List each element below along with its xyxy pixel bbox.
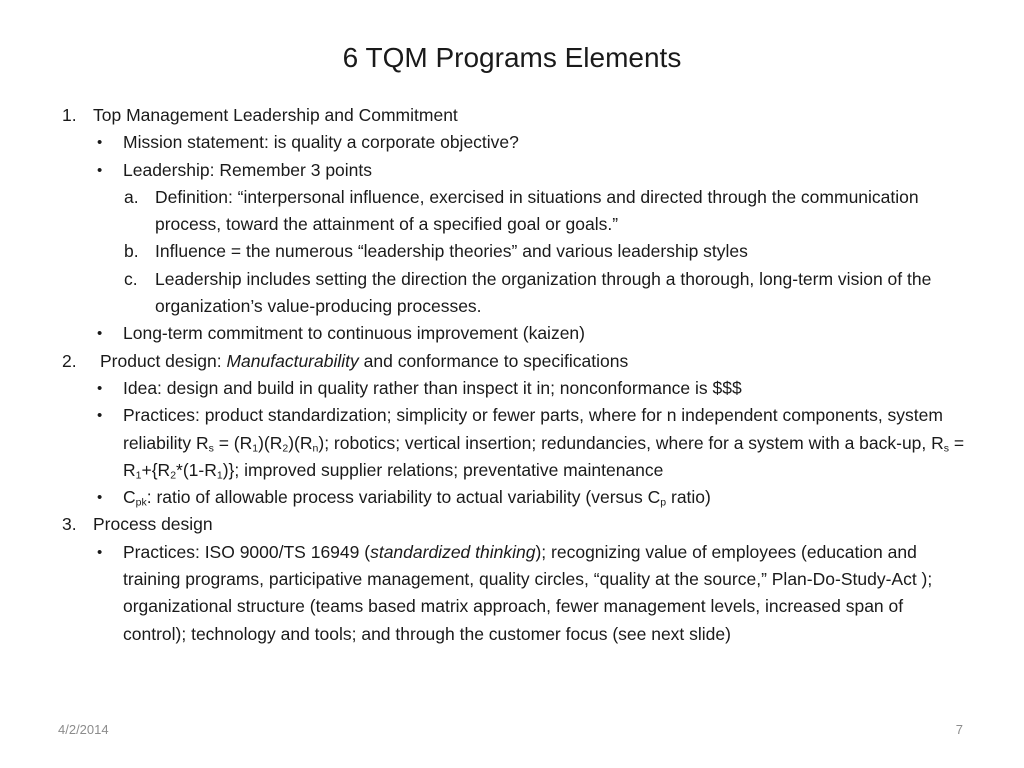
list-item-text bbox=[100, 348, 1024, 375]
list-item-text: Top Management Leadership and Commitment bbox=[93, 105, 458, 125]
bullet-idea bbox=[0, 375, 1024, 402]
text-run: +{R bbox=[141, 459, 171, 480]
sub-item-letter: b. bbox=[124, 241, 139, 262]
bullet-icon: • bbox=[97, 325, 103, 343]
text-run: C bbox=[123, 487, 136, 508]
text-run: )}; improved supplier relations; preventative maintenance bbox=[222, 459, 664, 480]
text-run: )(R bbox=[258, 432, 283, 453]
list-item-1 bbox=[0, 102, 1024, 129]
list-item-text: Process design bbox=[93, 514, 213, 535]
text-prefix: Product design: bbox=[100, 350, 227, 371]
subscript: 2 bbox=[170, 469, 177, 482]
bullet-text: Leadership: Remember 3 points bbox=[123, 159, 373, 180]
bullet-cpk bbox=[0, 484, 1024, 511]
text-run: = (R bbox=[213, 432, 253, 453]
subscript: s bbox=[208, 442, 214, 455]
bullet-leadership bbox=[0, 157, 1024, 184]
sub-item-b bbox=[0, 238, 1024, 265]
subscript: s bbox=[943, 442, 950, 455]
emphasis-text: standardized thinking bbox=[370, 541, 536, 562]
bullet-icon: • bbox=[97, 407, 103, 425]
list-item-3 bbox=[0, 511, 1024, 538]
subscript: 1 bbox=[252, 442, 259, 455]
text-prefix: Practices: ISO 9000/TS 16949 ( bbox=[123, 541, 371, 562]
text-suffix: ); recognizing value of employees (education and training programs, participative management, quality circles, “quality at the source,” Plan-Do-Study-Act ); organizational structure (teams based matrix approach, fewer management levels, increased span of control); technology and tools; and through the customer focus (see next slide) bbox=[123, 541, 933, 644]
sub-item-text: Definition: “interpersonal influence, exercised in situations and directed through the communication process, toward the attainment of a specified goal or goals.” bbox=[155, 186, 919, 235]
bullet-practices-product bbox=[0, 402, 1024, 484]
subscript: 1 bbox=[216, 469, 223, 482]
bullet-text bbox=[123, 484, 968, 511]
bullet-text: Mission statement: is quality a corporate objective? bbox=[123, 132, 519, 153]
bullet-icon: • bbox=[97, 489, 103, 507]
bullet-text: Idea: design and build in quality rather than inspect it in; nonconformance is $$$ bbox=[123, 377, 742, 398]
text-run: ratio) bbox=[666, 487, 711, 508]
subscript: p bbox=[660, 496, 667, 509]
slide-content bbox=[0, 102, 1024, 648]
subscript: n bbox=[312, 442, 319, 455]
text-run: Practices: product standardization; simplicity or fewer parts, where for n independent components, system reliability R bbox=[123, 405, 943, 453]
footer-date: 4/2/2014 bbox=[58, 722, 109, 737]
sub-item-c bbox=[0, 266, 1024, 321]
sub-item-letter: c. bbox=[124, 268, 138, 289]
text-suffix: and conformance to specifications bbox=[358, 350, 629, 371]
text-run: : ratio of allowable process variability to actual variability (versus C bbox=[146, 487, 661, 508]
sub-item-a bbox=[0, 184, 1024, 239]
bullet-text bbox=[123, 539, 968, 648]
text-run: *(1-R bbox=[176, 459, 217, 480]
bullet-icon: • bbox=[97, 134, 103, 152]
bullet-icon: • bbox=[97, 379, 103, 397]
text-run: = R bbox=[123, 432, 965, 480]
bullet-icon: • bbox=[97, 543, 103, 561]
bullet-text: Long-term commitment to continuous improvement (kaizen) bbox=[123, 323, 585, 344]
page-number: 7 bbox=[955, 722, 963, 737]
subscript: 1 bbox=[135, 469, 142, 482]
list-item-2 bbox=[0, 348, 1024, 375]
text-run: ); robotics; vertical insertion; redundancies, where for a system with a back-up, R bbox=[318, 432, 944, 453]
bullet-long-term-commitment bbox=[0, 320, 1024, 347]
bullet-practices-process bbox=[0, 539, 1024, 648]
subscript: pk bbox=[135, 496, 147, 509]
bullet-mission-statement bbox=[0, 129, 1024, 156]
sub-item-text: Influence = the numerous “leadership theories” and various leadership styles bbox=[155, 241, 748, 262]
sub-item-letter: a. bbox=[124, 186, 139, 207]
bullet-icon: • bbox=[97, 161, 103, 179]
emphasis-text: Manufacturability bbox=[226, 350, 359, 371]
text-run: )(R bbox=[288, 432, 313, 453]
list-number: 2. bbox=[62, 350, 77, 371]
list-number: 3. bbox=[62, 514, 77, 535]
bullet-text bbox=[123, 402, 968, 484]
slide-title: 6 TQM Programs Elements bbox=[342, 42, 682, 73]
list-number: 1. bbox=[62, 105, 77, 125]
subscript: 2 bbox=[282, 442, 289, 455]
sub-item-text: Leadership includes setting the direction the organization through a thorough, long-term vision of the organization’s value-producing processes. bbox=[155, 268, 932, 317]
